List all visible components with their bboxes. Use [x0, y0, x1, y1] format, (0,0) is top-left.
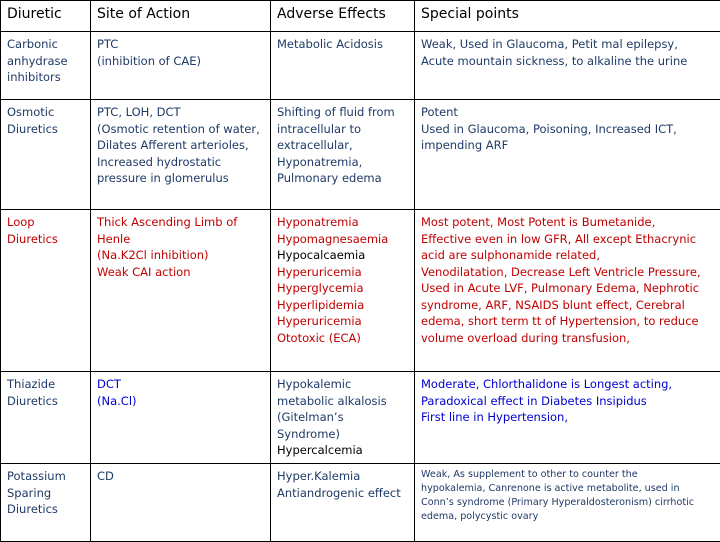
cell-line: Diuretics: [7, 231, 84, 248]
cell-line: Shifting of fluid from: [277, 104, 408, 121]
cell-line: Potent: [421, 104, 714, 121]
cell-line: (Gitelman’s: [277, 409, 408, 426]
diuretic-cell: [1, 372, 91, 464]
cell-line: Conn’s syndrome (Primary Hyperaldosteronism) cirrhotic: [421, 496, 714, 510]
cell-line: Pulmonary edema: [277, 170, 408, 187]
cell-line: extracellular,: [277, 137, 408, 154]
diuretic-cell: [1, 210, 91, 372]
cell-line: Increased hydrostatic: [97, 154, 264, 171]
cell-line: CD: [97, 468, 264, 485]
cell-line: PTC, LOH, DCT: [97, 104, 264, 121]
special-cell: [415, 464, 720, 542]
cell-line: Hyperlipidemia: [277, 297, 408, 314]
cell-line: Used in Acute LVF, Pulmonary Edema, Nephrotic: [421, 280, 714, 297]
cell-line: intracellular to: [277, 121, 408, 138]
cell-line: Thick Ascending Limb of: [97, 214, 264, 231]
cell-line: Dilates Afferent arterioles,: [97, 137, 264, 154]
cell-line: PTC: [97, 36, 264, 53]
cell-line: pressure in glomerulus: [97, 170, 264, 187]
adverse-cell: [271, 100, 415, 210]
cell-line: Effective even in low GFR, All except Ethacrynic: [421, 231, 714, 248]
cell-line: (inhibition of CAE): [97, 53, 264, 70]
table-row: [1, 210, 720, 372]
table-row: [1, 100, 720, 210]
cell-line: Diuretics: [7, 393, 84, 410]
cell-line: Potassium: [7, 468, 84, 485]
cell-line: Metabolic Acidosis: [277, 36, 408, 53]
cell-line: anhydrase: [7, 53, 84, 70]
cell-line: DCT: [97, 376, 264, 393]
cell-line: Ototoxic (ECA): [277, 330, 408, 347]
table-row: [1, 372, 720, 464]
cell-line: metabolic alkalosis: [277, 393, 408, 410]
site-cell: [91, 372, 271, 464]
cell-line: impending ARF: [421, 137, 714, 154]
cell-line: edema, short term tt of Hypertension, to reduce: [421, 313, 714, 330]
header-row: [1, 1, 720, 32]
cell-line: Sparing: [7, 485, 84, 502]
cell-line: Diuretics: [7, 121, 84, 138]
cell-line: Weak CAI action: [97, 264, 264, 281]
cell-line: Osmotic: [7, 104, 84, 121]
cell-line: acid are sulphonamide related,: [421, 247, 714, 264]
cell-line: syndrome, ARF, NSAIDS blunt effect, Cerebral: [421, 297, 714, 314]
adverse-cell: [271, 372, 415, 464]
header-adverse-effects: Adverse Effects: [271, 1, 415, 32]
site-cell: [91, 210, 271, 372]
site-cell: [91, 464, 271, 542]
cell-line: Hypokalemic: [277, 376, 408, 393]
cell-line: Acute mountain sickness, to alkaline the urine: [421, 53, 714, 70]
cell-line: Henle: [97, 231, 264, 248]
cell-line: Hypocalcaemia: [277, 247, 408, 264]
cell-line: Carbonic: [7, 36, 84, 53]
header-site-of-action: Site of Action: [91, 1, 271, 32]
cell-line: Hypercalcemia: [277, 442, 408, 459]
cell-line: Weak, Used in Glaucoma, Petit mal epilepsy,: [421, 36, 714, 53]
cell-line: edema, polycystic ovary: [421, 510, 714, 524]
header-special-points: Special points: [415, 1, 720, 32]
cell-line: Syndrome): [277, 426, 408, 443]
cell-line: Venodilatation, Decrease Left Ventricle Pressure,: [421, 264, 714, 281]
table-row: [1, 32, 720, 100]
cell-line: Hyper.Kalemia: [277, 468, 408, 485]
cell-line: Weak, As supplement to other to counter the: [421, 468, 714, 482]
diuretic-cell: [1, 464, 91, 542]
diuretic-cell: [1, 32, 91, 100]
cell-line: Moderate, Chlorthalidone is Longest acting,: [421, 376, 714, 393]
site-cell: [91, 32, 271, 100]
adverse-cell: [271, 32, 415, 100]
table-row: [1, 464, 720, 542]
cell-line: Hyponatremia,: [277, 154, 408, 171]
cell-line: hypokalemia, Canrenone is active metabolite, used in: [421, 482, 714, 496]
header-diuretic: Diuretic: [1, 1, 91, 32]
cell-line: Hyperglycemia: [277, 280, 408, 297]
adverse-cell: [271, 210, 415, 372]
cell-line: Hyperuricemia: [277, 264, 408, 281]
special-cell: [415, 372, 720, 464]
cell-line: (Na.K2Cl inhibition): [97, 247, 264, 264]
cell-line: Used in Glaucoma, Poisoning, Increased ICT,: [421, 121, 714, 138]
special-cell: [415, 32, 720, 100]
diuretic-cell: [1, 100, 91, 210]
cell-line: Paradoxical effect in Diabetes Insipidus: [421, 393, 714, 410]
cell-line: inhibitors: [7, 69, 84, 86]
cell-line: Diuretics: [7, 501, 84, 518]
cell-line: Thiazide: [7, 376, 84, 393]
special-cell: [415, 210, 720, 372]
cell-line: volume overload during transfusion,: [421, 330, 714, 347]
cell-line: (Osmotic retention of water,: [97, 121, 264, 138]
special-cell: [415, 100, 720, 210]
cell-line: Antiandrogenic effect: [277, 485, 408, 502]
cell-line: Loop: [7, 214, 84, 231]
site-cell: [91, 100, 271, 210]
cell-line: Hyperuricemia: [277, 313, 408, 330]
adverse-cell: [271, 464, 415, 542]
cell-line: First line in Hypertension,: [421, 409, 714, 426]
cell-line: Hypomagnesaemia: [277, 231, 408, 248]
cell-line: Hyponatremia: [277, 214, 408, 231]
cell-line: Most potent, Most Potent is Bumetanide,: [421, 214, 714, 231]
cell-line: (Na.Cl): [97, 393, 264, 410]
